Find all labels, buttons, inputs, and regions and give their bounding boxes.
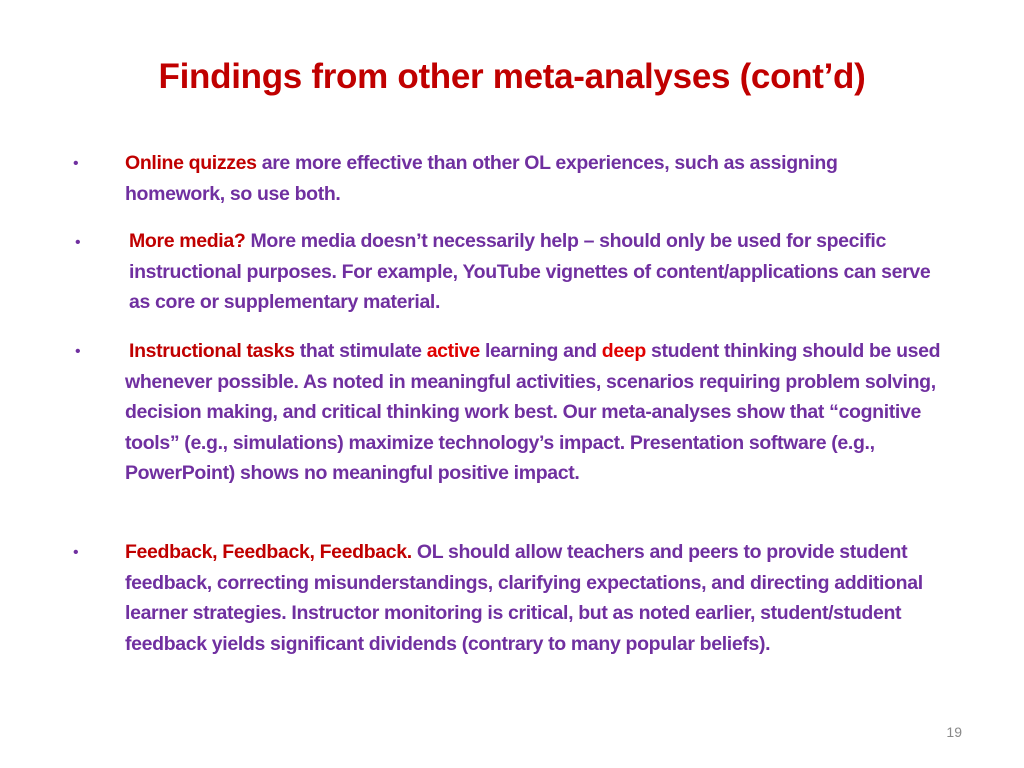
bullet-text: student thinking should be used whenever possible. As noted in meaningful activities, scenarios requiring problem solving, decision making, and critical thinking work best. Our meta-analyses show that “cognitive tools” (e.g., simulations) maximize technology’s impact. Presentation software (e.g., PowerPoint) shows no meaningful positive impact. — [125, 340, 941, 484]
bullet-online-quizzes — [125, 148, 865, 209]
bullet-feedback — [125, 537, 937, 659]
bullet-dot: • — [75, 343, 81, 360]
slide-title: Findings from other meta-analyses (cont’d) — [158, 57, 866, 96]
bullet-instructional-tasks — [125, 336, 945, 489]
bullet-text: that stimulate — [299, 340, 422, 362]
bullet-dot: • — [75, 234, 81, 251]
emphasis-deep: deep — [601, 340, 646, 362]
page-number: 19 — [946, 724, 962, 740]
bullet-lead: Online quizzes — [125, 152, 257, 174]
emphasis-active: active — [426, 340, 480, 362]
bullet-more-media — [129, 226, 954, 318]
bullet-lead: Feedback, Feedback, Feedback. — [125, 541, 412, 563]
bullet-text: learning and — [484, 340, 597, 362]
bullet-text: are more effective than other OL experiences, such as assigning homework, so use both. — [125, 152, 838, 205]
bullet-text: OL should allow teachers and peers to provide student feedback, correcting misunderstandings, clarifying expectations, and directing additional learner strategies. Instructor monitoring is critical, but as noted earlier, student/student feedback yields significant dividends (contrary to many popular beliefs). — [125, 541, 923, 655]
bullet-dot: • — [73, 544, 79, 561]
bullet-lead: More media? — [129, 230, 246, 252]
bullet-lead: Instructional tasks — [129, 340, 295, 362]
bullet-dot: • — [73, 155, 79, 172]
bullet-text: More media doesn’t necessarily help – should only be used for specific instructional purposes. For example, YouTube vignettes of content/applications can serve as core or supplementary material. — [129, 230, 931, 313]
